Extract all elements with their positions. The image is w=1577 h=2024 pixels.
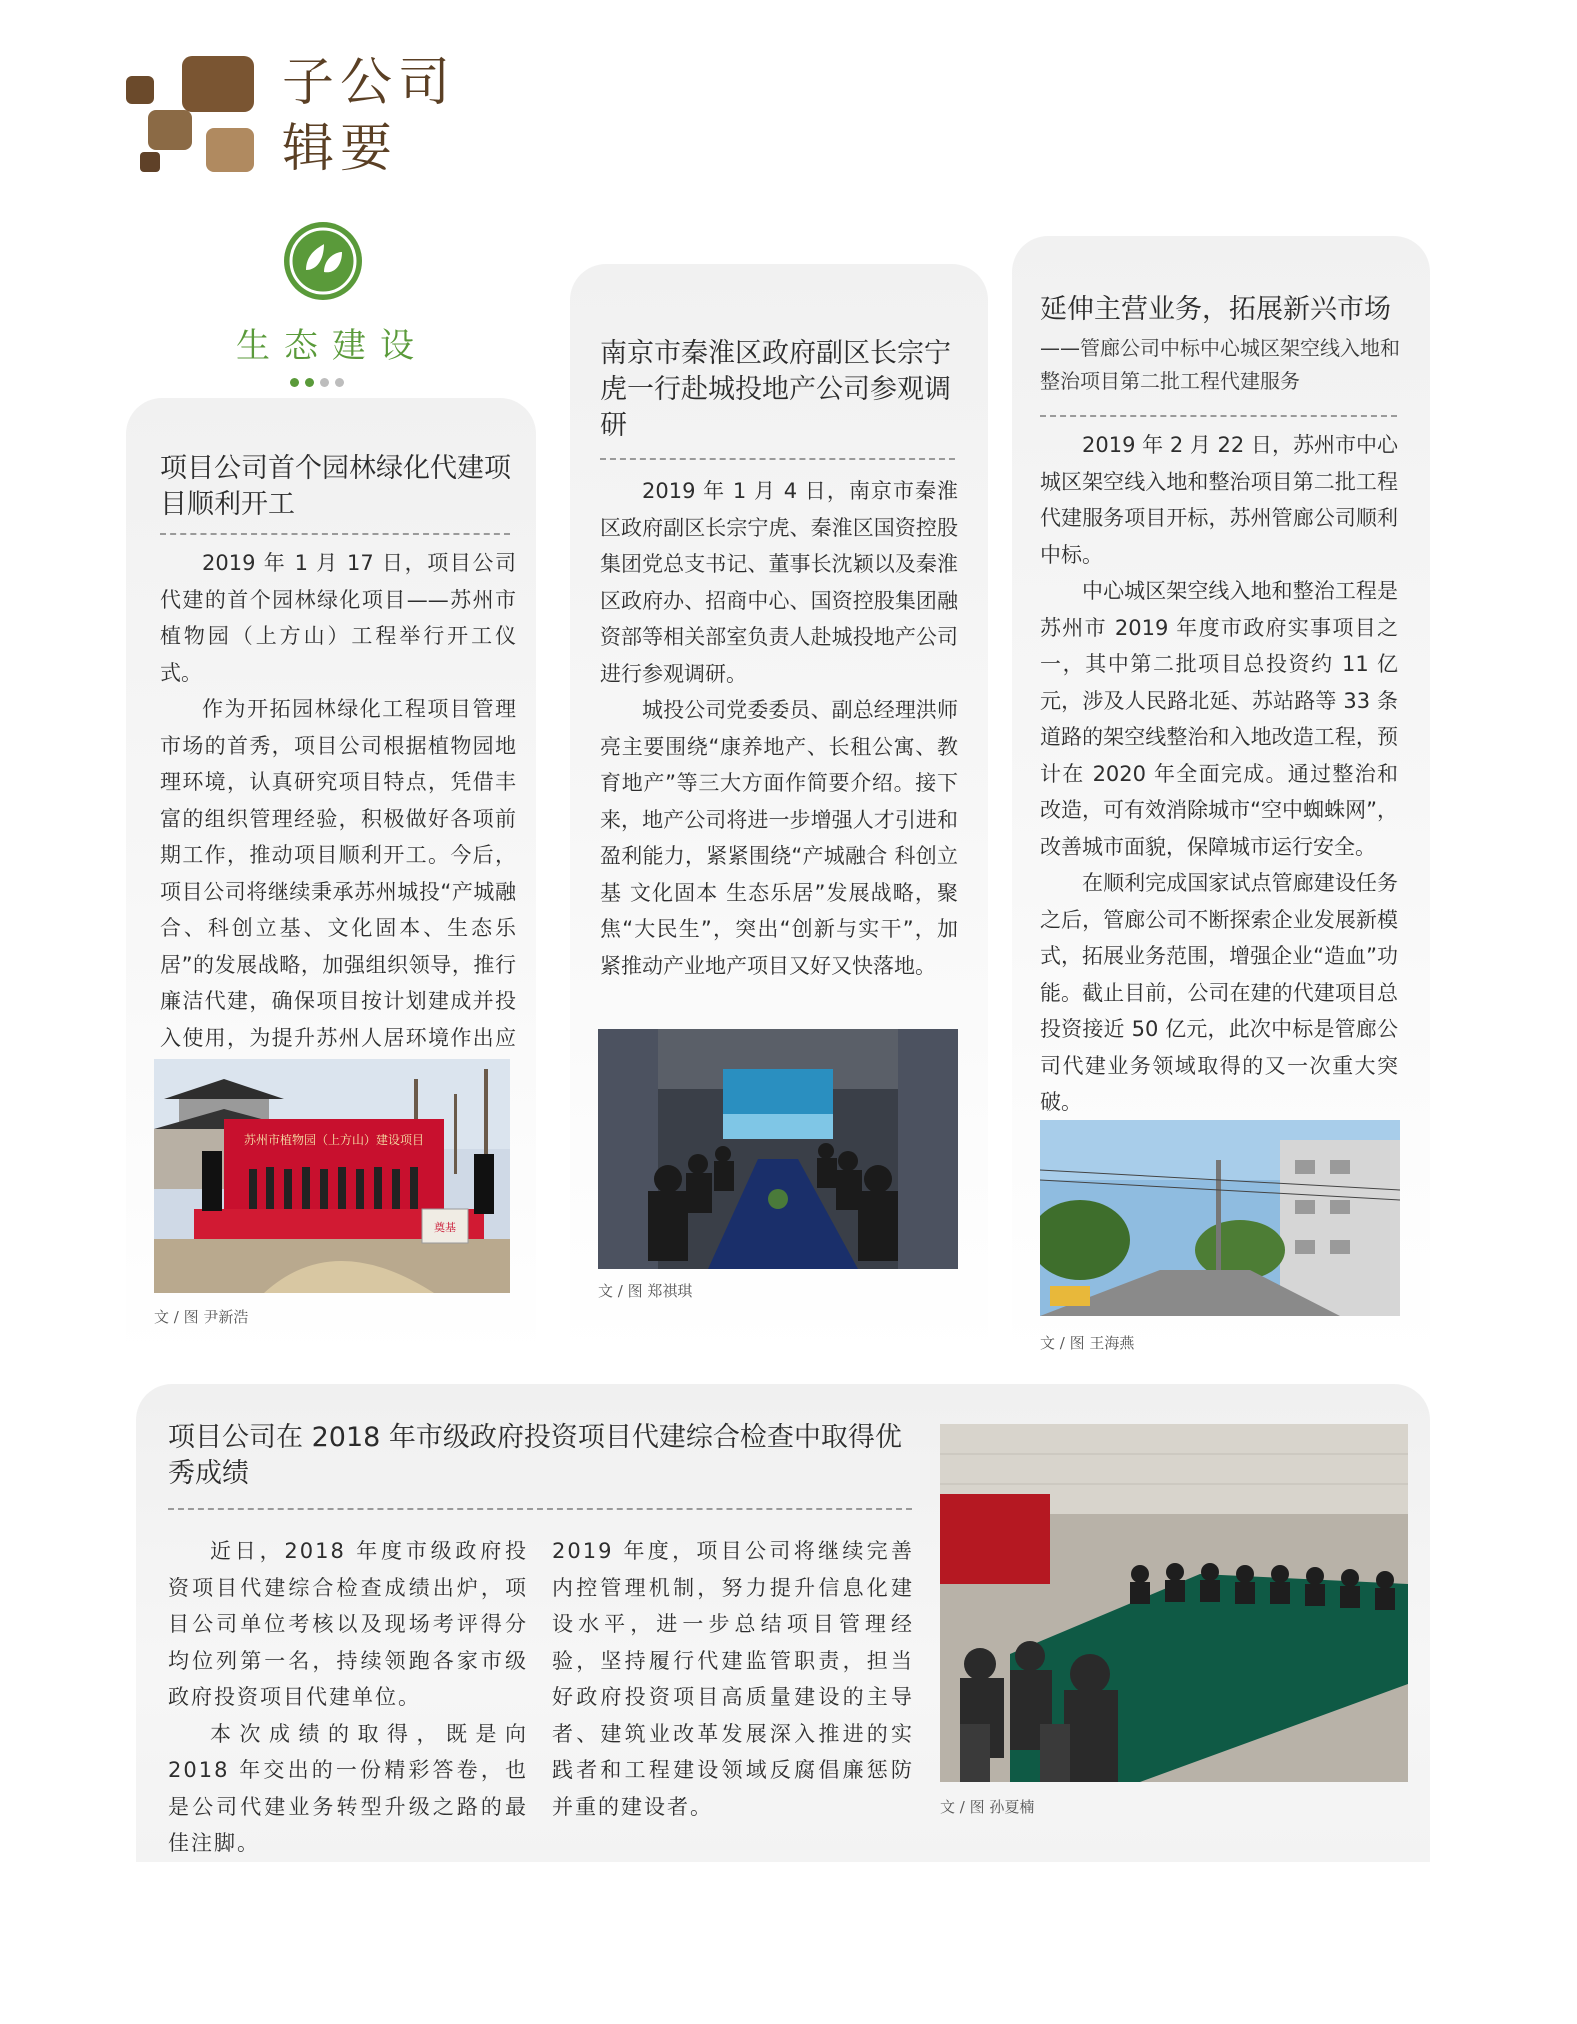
article-title: 项目公司首个园林绿化代建项目顺利开工 (160, 453, 511, 520)
article-title: 延伸主营业务，拓展新兴市场 (1040, 294, 1391, 325)
ceremony-banner-text: 苏州市植物园（上方山）建设项目 (243, 1133, 425, 1147)
paragraph: 城投公司党委委员、副总经理洪师亮主要围绕“康养地产、长租公寓、教育地产”等三大方面作简要介绍。接下来，地产公司将进一步增强人才引进和盈利能力，紧紧围绕“产城融合 科创立基 文化固本 生态乐居”发展战略，聚焦“大民生”，突出“创新与实干”，加紧推动产业地产项目又好又快落地。 (600, 698, 958, 978)
page-dot (305, 378, 314, 387)
meeting-photo (598, 1029, 958, 1269)
section-label: 生态建设 (236, 326, 428, 366)
article-body-col2 (552, 1533, 914, 1825)
paragraph: 在顺利完成国家试点管廊建设任务之后，管廊公司不断探索企业发展新模式，拓展业务范围，增强企业“造血”功能。截止目前，公司在建的代建项目总投资接近 50 亿元，此次中标是管廊公司代建业务领域取得的又一次重大突破。 (1040, 871, 1398, 1114)
article-body (160, 545, 516, 1093)
conference-photo (940, 1424, 1408, 1782)
photo-credit: 文 / 图 王海燕 (1040, 1334, 1135, 1352)
leaf-icon (284, 222, 362, 300)
logo-square (182, 56, 254, 112)
page-dot (290, 378, 299, 387)
paragraph: 作为开拓园林绿化工程项目管理市场的首秀，项目公司根据植物园地理环境，认真研究项目特点，凭借丰富的组织管理经验，积极做好各项前期工作，推动项目顺利开工。今后，项目公司将继续秉承苏州城投“产城融合、科创立基、文化固本、生态乐居”的发展战略，加强组织领导，推行廉洁代建，确保项目按计划建成并投入使用，为提升苏州人居环境作出应 (160, 697, 516, 1050)
photo-credit: 文 / 图 尹新浩 (154, 1308, 249, 1326)
article-title: 项目公司在 2018 年市级政府投资项目代建综合检查中取得优秀成绩 (168, 1422, 902, 1489)
article-subtitle: ——管廊公司中标中心城区架空线入地和整治项目第二批工程代建服务 (1040, 336, 1400, 393)
divider (1040, 415, 1397, 417)
street-photo (1040, 1120, 1400, 1316)
divider (600, 458, 955, 460)
page-dot (320, 378, 329, 387)
logo-square (148, 110, 192, 150)
foundation-plaque-text: 奠基 (434, 1221, 456, 1234)
paragraph: 2019 年 1 月 4 日，南京市秦淮区政府副区长宗宁虎、秦淮区国资控股集团党总支书记、董事长沈颖以及秦淮区政府办、招商中心、国资控股集团融资部等相关部室负责人赴城投地产公司进行参观调研。 (600, 479, 958, 686)
ceremony-photo (154, 1059, 510, 1293)
page-title-line2: 辑要 (282, 119, 399, 179)
page-title-line1: 子公司 (282, 53, 457, 113)
paragraph: 本次成绩的取得，既是向 2018 年交出的一份精彩答卷，也是公司代建业务转型升级之路的最佳注脚。 (168, 1721, 528, 1855)
article-body (600, 473, 958, 984)
logo-square (206, 128, 254, 172)
paragraph: 2019 年 2 月 22 日，苏州市中心城区架空线入地和整治项目第二批工程代建服务项目开标，苏州管廊公司顺利中标。 (1040, 433, 1398, 567)
article-body-col1 (168, 1533, 528, 1862)
photo-credit: 文 / 图 孙夏楠 (940, 1798, 1035, 1816)
paragraph: 2019 年 1 月 17 日，项目公司代建的首个园林绿化项目——苏州市植物园（上方山）工程举行开工仪式。 (160, 551, 516, 685)
article-title: 南京市秦淮区政府副区长宗宁虎一行赴城投地产公司参观调研 (600, 338, 951, 441)
divider (160, 533, 510, 535)
article-body (1040, 427, 1398, 1121)
paragraph: 中心城区架空线入地和整治工程是苏州市 2019 年度市政府实事项目之一，其中第二批项目总投资约 11 亿元，涉及人民路北延、苏站路等 33 条道路的架空线整治和入地改造工程，预计在 2020 年全面完成。通过整治和改造，可有效消除城市“空中蜘蛛网”，改善城市面貌，保障城市运行安全。 (1040, 579, 1398, 859)
divider (168, 1508, 912, 1510)
paragraph: 2019 年度，项目公司将继续完善内控管理机制，努力提升信息化建设水平，进一步总结项目管理经验，坚持履行代建监管职责，担当好政府投资项目高质量建设的主导者、建筑业改革发展深入推进的实践者和工程建设领域反腐倡廉惩防并重的建设者。 (552, 1539, 914, 1819)
photo-credit: 文 / 图 郑祺琪 (598, 1282, 693, 1300)
page-title (282, 50, 456, 182)
page-dot (335, 378, 344, 387)
paragraph: 近日，2018 年度市级政府投资项目代建综合检查成绩出炉，项目公司单位考核以及现场考评得分均位列第一名，持续领跑各家市级政府投资项目代建单位。 (168, 1539, 528, 1709)
logo-square (126, 76, 154, 104)
logo-square (140, 152, 160, 172)
